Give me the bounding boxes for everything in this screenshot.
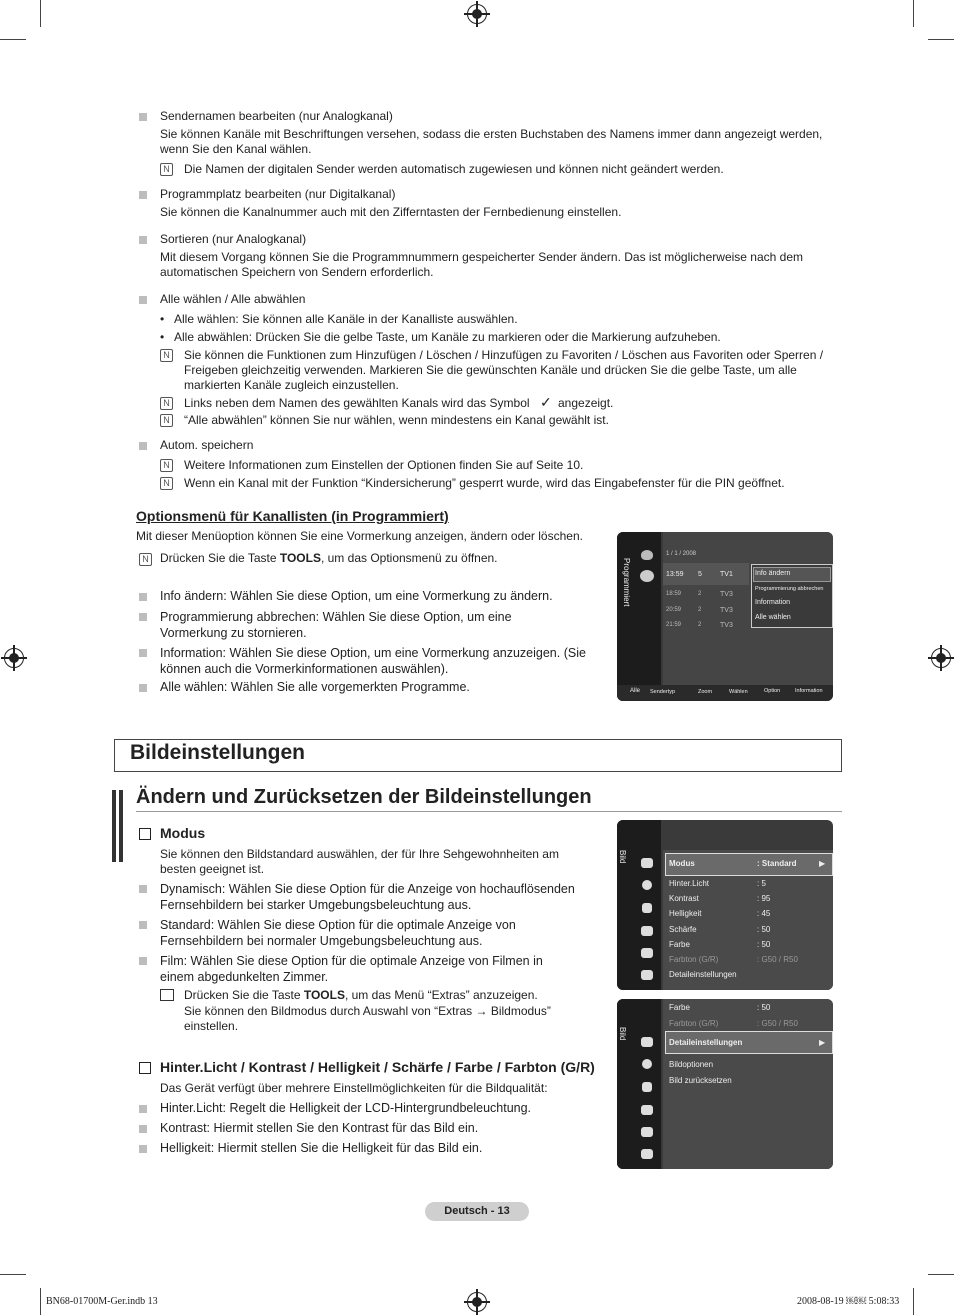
support-icon <box>641 1149 653 1159</box>
sound-icon <box>642 1059 652 1069</box>
alle-note-3: “Alle abwählen” können Sie nur wählen, wenn mindestens ein Kanal gewählt ist. <box>184 413 609 427</box>
options-note-c: , um das Optionsmenü zu öffnen. <box>320 551 498 565</box>
modus-title: Modus <box>160 825 206 841</box>
tools-text: Sie können den Bildmodus durch Auswahl von “Extras → Bildmodus” einstellen. <box>184 1004 551 1033</box>
sender-note: Die Namen der digitalen Sender werden automatisch zugewiesen und können nicht geändert werden. <box>184 162 724 176</box>
checkmark-icon: ✓ <box>540 394 552 410</box>
alle-title: Alle wählen / Alle abwählen <box>160 292 306 306</box>
checkbox-icon <box>139 828 151 840</box>
heart-icon <box>641 550 653 560</box>
popup-item-information[interactable]: Information <box>755 599 791 606</box>
options-item-4: Alle wählen: Wählen Sie alle vorgemerkten Programme. <box>160 680 470 694</box>
picture-icon <box>641 1037 653 1047</box>
tv1-date: 1 / 1 / 2008 <box>666 551 697 557</box>
sender-text: Sie können Kanäle mit Beschriftungen versehen, sodass die ersten Buchstaben des Namens immer dann angezeigt werden, wenn Sie den Kanal wählen. <box>160 127 823 156</box>
note-icon: N <box>160 163 173 176</box>
alle-note-2b: angezeigt. <box>558 396 614 410</box>
alle-note-2a: Links neben dem Namen des gewählten Kanals wird das Symbol <box>184 396 530 410</box>
section-title: Bildeinstellungen <box>130 741 306 764</box>
tv3-side-label: Bild <box>618 1027 627 1041</box>
note-icon: N <box>160 397 173 410</box>
options-intro: Mit dieser Menüoption können Sie eine Vormerkung anzeigen, ändern oder löschen. <box>136 529 583 543</box>
alle-bullet-1: Alle wählen: Sie können alle Kanäle in der Kanalliste auswählen. <box>174 312 518 326</box>
tools-icon <box>160 989 174 1001</box>
hl-title: Hinter.Licht / Kontrast / Helligkeit / Schärfe / Farbe / Farbton (G/R) <box>160 1059 595 1075</box>
sortieren-title: Sortieren (nur Analogkanal) <box>160 232 307 246</box>
programmplatz-text: Sie können die Kanalnummer auch mit den Zifferntasten der Fernbedienung einstellen. <box>160 205 622 219</box>
hl-item-3: Helligkeit: Hiermit stellen Sie die Helligkeit für das Bild ein. <box>160 1141 483 1155</box>
autom-note-2: Wenn ein Kanal mit der Funktion “Kindersicherung” gesperrt wurde, wird das Eingabefenster für die PIN geöffnet. <box>184 476 785 490</box>
registration-mark-right <box>931 648 951 668</box>
options-item-1: Info ändern: Wählen Sie diese Option, um eine Vormerkung zu ändern. <box>160 589 553 603</box>
popup-item-all[interactable]: Alle wählen <box>755 614 791 621</box>
modus-item-2: Standard: Wählen Sie diese Option für die optimale Anzeige von Fernsehbildern bei normaler Umgebungsbeleuchtung aus. <box>160 918 516 948</box>
hl-text: Das Gerät verfügt über mehrere Einstellmöglichkeiten für die Bildqualität: <box>160 1081 548 1095</box>
application-icon <box>641 1127 653 1137</box>
hl-item-2: Kontrast: Hiermit stellen Sie den Kontrast für das Bild ein. <box>160 1121 479 1135</box>
tv-screen-bild-2: Bild Farbe : 50 Farbton (G/R) : G50 / R50 Detaileinstellungen ▶ Bildoptionen Bild zurücksetzen <box>617 999 833 1169</box>
options-note-tools: TOOLS <box>279 551 321 565</box>
autom-title: Autom. speichern <box>160 438 254 452</box>
options-item-3: Information: Wählen Sie diese Option, um eine Vormerkung anzuzeigen. (Sie können auch die Vormerkinformationen auswählen). <box>160 646 586 676</box>
input-icon <box>641 926 653 936</box>
clock-icon <box>640 570 654 582</box>
programmplatz-title: Programmplatz bearbeiten (nur Digitalkanal) <box>160 187 396 201</box>
application-icon <box>641 948 653 958</box>
modus-item-3: Film: Wählen Sie diese Option für die optimale Anzeige von Filmen in einem abgedunkelten Zimmer. <box>160 954 543 984</box>
options-item-2: Programmierung abbrechen: Wählen Sie diese Option, um eine Vormerkung zu stornieren. <box>160 610 512 640</box>
checkbox-icon <box>139 1062 151 1074</box>
modus-text: Sie können den Bildstandard auswählen, der für Ihre Sehgewohnheiten am besten geeignet ist. <box>160 847 559 876</box>
options-note-a: Drücken Sie die Taste <box>160 551 280 565</box>
tv2-side-label: Bild <box>618 850 627 864</box>
popup-item-cancel[interactable]: Programmierung abbrechen <box>755 586 824 592</box>
print-file: BN68-01700M-Ger.indb 13 <box>46 1296 158 1307</box>
note-icon: N <box>160 349 173 362</box>
setup-icon <box>642 903 652 913</box>
sortieren-text: Mit diesem Vorgang können Sie die Programmnummern gespeicherter Sender ändern. Das ist möglicherweise nach dem automatischen Speichern von Sendern erforderlich. <box>160 250 803 279</box>
sound-icon <box>642 880 652 890</box>
note-icon: N <box>160 459 173 472</box>
autom-note-1: Weitere Informationen zum Einstellen der Optionen finden Sie auf Seite 10. <box>184 458 584 472</box>
note-icon: N <box>139 553 152 566</box>
alle-note-1: Sie können die Funktionen zum Hinzufügen / Löschen / Hinzufügen zu Favoriten / Löschen aus Favoriten oder Sperren / Freigeben gleichzeitig verwenden. Markieren Sie die gewünschten Kanäle und drücken Sie die gelbe Taste, um alle markierten Kanäle zugleich einzustellen. <box>184 348 824 392</box>
tv-screen-bild-1: Bild Modus : Standard ▶ Hinter.Licht : 5 Kontrast : 95 Helligkeit : 45 Schärfe : 50 Farbe : 50 Farbton (G/R) : G50 / R50 Detaileinstellungen <box>617 820 833 990</box>
registration-mark-left <box>4 648 24 668</box>
tv-screen-programmiert: Programmiert 1 / 1 / 2008 13:59 5 TV1 18:59 2 TV3 20:59 2 TV3 21:59 2 TV3 Info ändern Programmierung abbrechen Information Alle wählen Alle Sendertyp Zoom Wählen Option Information <box>617 532 833 701</box>
popup-item-info[interactable]: Info ändern <box>755 570 791 577</box>
registration-mark-bottom <box>467 1292 487 1312</box>
bild-heading: Ändern und Zurücksetzen der Bildeinstellungen <box>136 786 592 808</box>
options-heading: Optionsmenü für Kanallisten (in Programmiert) <box>136 508 449 524</box>
sender-title: Sendernamen bearbeiten (nur Analogkanal) <box>160 109 393 123</box>
picture-icon <box>641 858 653 868</box>
alle-bullet-2: Alle abwählen: Drücken Sie die gelbe Taste, um Kanäle zu markieren oder die Markierung aufzuheben. <box>174 330 721 344</box>
print-date: 2008-08-19 ￼￼ 5:08:33 <box>797 1296 900 1307</box>
setup-icon <box>642 1082 652 1092</box>
note-icon: N <box>160 414 173 427</box>
modus-item-1: Dynamisch: Wählen Sie diese Option für die Anzeige von hochauflösenden Fernsehbildern bei starker Umgebungsbeleuchtung aus. <box>160 882 575 912</box>
note-icon: N <box>160 477 173 490</box>
registration-mark-top <box>467 4 487 24</box>
input-icon <box>641 1105 653 1115</box>
page-number: Deutsch - 13 <box>444 1205 510 1217</box>
support-icon <box>641 970 653 980</box>
hl-item-1: Hinter.Licht: Regelt die Helligkeit der LCD-Hintergrundbeleuchtung. <box>160 1101 532 1115</box>
tv1-side-label: Programmiert <box>622 558 631 607</box>
